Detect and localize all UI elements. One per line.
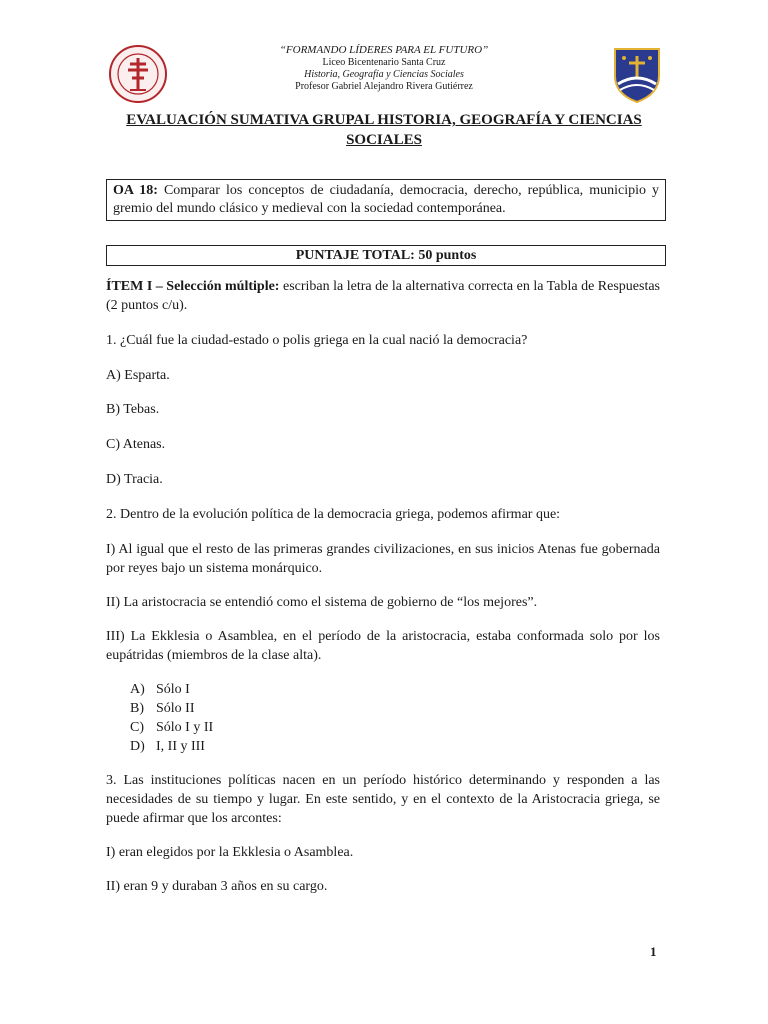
choice-item xyxy=(106,718,660,737)
school-name: Liceo Bicentenario Santa Cruz xyxy=(322,57,446,68)
question-2-statement: III) La Ekklesia o Asamblea, en el período de la aristocracia, estaba conformada solo por los eupátridas (miembros de la clase alta). xyxy=(106,629,660,663)
choice-item xyxy=(106,699,660,718)
objective-label: OA 18: xyxy=(113,183,158,198)
document-header xyxy=(220,44,548,93)
teacher-name: Profesor Gabriel Alejandro Rivera Gutiérrez xyxy=(295,81,473,92)
item-instructions-text: escriban la letra de la alternativa correcta en la Tabla de Respuestas (2 puntos c/u). xyxy=(106,279,661,313)
choice-item xyxy=(106,737,660,756)
question-2-choices xyxy=(106,680,660,756)
question-2-statement: II) La aristocracia se entendió como el sistema de gobierno de “los mejores”. xyxy=(106,595,538,610)
choice-letter: B) xyxy=(130,701,144,716)
objective-text: Comparar los conceptos de ciudadanía, democracia, derecho, república, municipio y gremio del mundo clásico y medieval con la sociedad contemporánea. xyxy=(113,183,659,216)
school-seal-logo xyxy=(108,44,168,104)
question-1-option: C) Atenas. xyxy=(106,437,166,452)
choice-text: Sólo I xyxy=(156,682,190,697)
question-3-text: 3. Las instituciones políticas nacen en un período histórico determinando y responden a las necesidades de su tiempo y lugar. En este sentido, y en el contexto de la Aristocracia griega, se puede afirmar que los arcontes: xyxy=(106,773,660,826)
question-1-option: D) Tracia. xyxy=(106,472,163,487)
choice-text: Sólo II xyxy=(156,701,195,716)
question-1-text: 1. ¿Cuál fue la ciudad-estado o polis griega en la cual nació la democracia? xyxy=(106,333,528,348)
question-3-statement: I) eran elegidos por la Ekklesia o Asamblea. xyxy=(106,845,354,860)
choice-letter: C) xyxy=(130,720,144,735)
item-instructions xyxy=(106,277,660,315)
question-3-statement: II) eran 9 y duraban 3 años en su cargo. xyxy=(106,879,328,894)
question-1-option: B) Tebas. xyxy=(106,402,160,417)
page-number: 1 xyxy=(650,944,657,959)
question-2-text: 2. Dentro de la evolución política de la democracia griega, podemos afirmar que: xyxy=(106,507,561,522)
choice-text: Sólo I y II xyxy=(156,720,214,735)
school-motto: “FORMANDO LÍDERES PARA EL FUTURO” xyxy=(279,44,489,56)
item-heading: ÍTEM I – Selección múltiple: xyxy=(106,279,280,294)
choice-item xyxy=(106,680,660,699)
question-2-statement: I) Al igual que el resto de las primeras grandes civilizaciones, en sus inicios Atenas fue gobernada por reyes bajo un sistema monárquico. xyxy=(106,542,660,576)
total-score-box: PUNTAJE TOTAL: 50 puntos xyxy=(106,245,666,266)
choice-letter: A) xyxy=(130,682,145,697)
subject-name: Historia, Geografía y Ciencias Sociales xyxy=(304,69,464,80)
choice-text: I, II y III xyxy=(156,739,205,754)
exam-content xyxy=(106,277,660,896)
evaluation-title: EVALUACIÓN SUMATIVA GRUPAL HISTORIA, GEOGRAFÍA Y CIENCIAS SOCIALES xyxy=(126,112,642,148)
learning-objective-box xyxy=(106,179,666,221)
choice-letter: D) xyxy=(130,739,145,754)
question-1-option: A) Esparta. xyxy=(106,368,170,383)
shield-logo xyxy=(612,46,662,104)
